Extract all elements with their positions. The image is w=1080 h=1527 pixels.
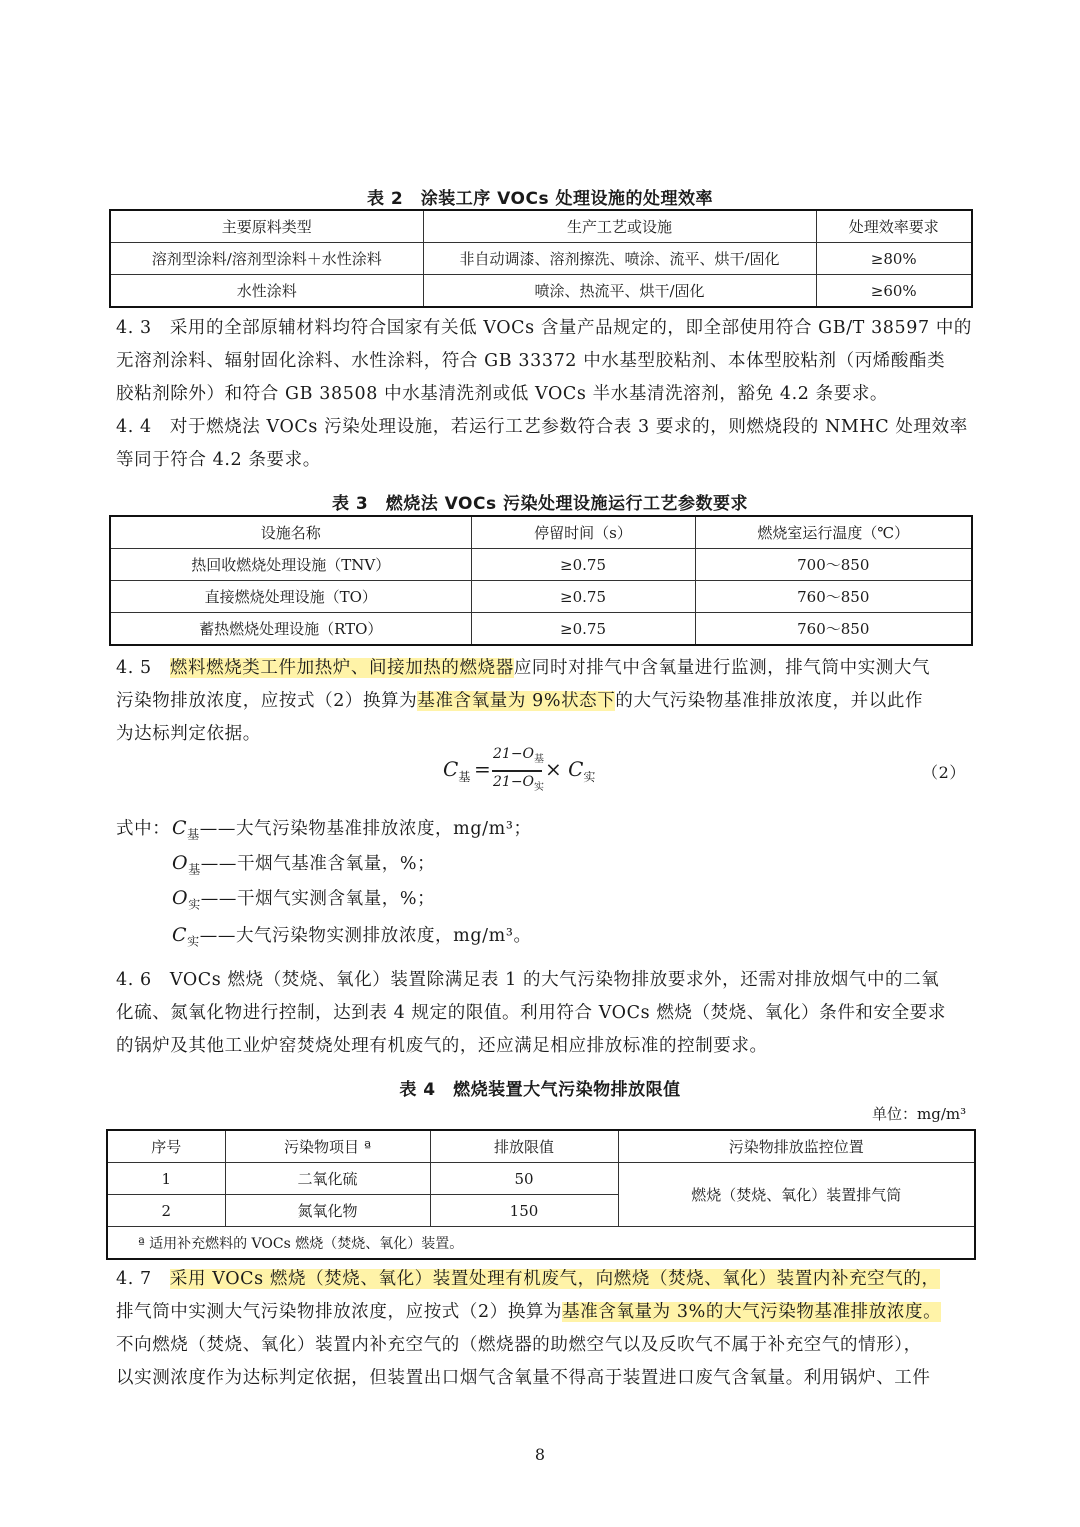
formula-number: （2） <box>922 763 966 782</box>
where-label: 式中： <box>116 819 171 839</box>
table-row <box>110 581 972 613</box>
p45-text2b: 的大气污染物基准排放浓度，并以此作 <box>615 691 924 711</box>
p45-line3: 为达标判定依据。 <box>116 724 261 744</box>
p43-line3: 胶粘剂除外）和符合 GB 38508 中水基清洗剂或低 VOCs 半水基清洗溶剂，豁免 4.2 条要求。 <box>116 384 889 404</box>
table2-caption: 表 2 涂装工序 VOCs 处理设施的处理效率 <box>367 189 713 209</box>
table2-header: 生产工艺或设施 <box>423 210 816 243</box>
table3-cell: 700～850 <box>695 549 972 581</box>
p46-line3: 的锅炉及其他工业炉窑焚烧处理有机废气的，还应满足相应排放标准的控制要求。 <box>116 1036 768 1056</box>
table4-cell: 150 <box>430 1195 618 1227</box>
p47-number: 4. 7 <box>116 1269 170 1289</box>
table3-cell: 热回收燃烧处理设施（TNV） <box>110 549 471 581</box>
p47-line4: 以实测浓度作为达标判定依据，但装置出口烟气含氧量不得高于装置进口废气含氧量。利用锅炉、工件 <box>116 1368 931 1388</box>
where-item-3: $O_实——$干烟气实测含氧量，%； <box>172 887 436 912</box>
p45-highlight1: 燃料燃烧类工件加热炉、间接加热的燃烧器 <box>169 658 514 678</box>
table4-cell: 2 <box>107 1195 225 1227</box>
p44-line1: 4. 4 对于燃烧法 VOCs 污染处理设施，若运行工艺参数符合表 3 要求的，则燃烧段的 NMHC 处理效率 <box>116 417 968 437</box>
p46-line1: 4. 6 VOCs 燃烧（焚烧、氧化）装置除满足表 1 的大气污染物排放要求外，还需对排放烟气中的二氧 <box>116 970 940 990</box>
table3-cell: ≥0.75 <box>471 549 695 581</box>
p47-line3: 不向燃烧（焚烧、氧化）装置内补充空气的（燃烧器的助燃空气以及反吹气不属于补充空气的情形）， <box>116 1335 922 1355</box>
table2-cell: ≥60% <box>816 275 972 308</box>
p47-text2a: 排气筒中实测大气污染物排放浓度，应按式（2）换算为 <box>116 1302 563 1322</box>
p47-line2 <box>116 1298 941 1323</box>
table4-header: 序号 <box>107 1130 225 1163</box>
p45-line1 <box>116 654 930 679</box>
table-row <box>110 549 972 581</box>
where-item-1: $C_基——$大气污染物基准排放浓度，mg/m³； <box>172 817 532 842</box>
table4-cell: 50 <box>430 1163 618 1195</box>
table4-cell: 二氧化硫 <box>225 1163 430 1195</box>
table3-header: 停留时间（s） <box>471 516 695 549</box>
table2-cell: ≥80% <box>816 243 972 275</box>
p46-line2: 化硫、氮氧化物进行控制，达到表 4 规定的限值。利用符合 VOCs 燃烧（焚烧、氧化）条件和安全要求 <box>116 1003 946 1023</box>
table2-header: 处理效率要求 <box>816 210 972 243</box>
table4-header: 排放限值 <box>430 1130 618 1163</box>
where-item-4: $C_实——$大气污染物实测排放浓度，mg/m³。 <box>172 924 532 949</box>
table2-cell: 喷涂、热流平、烘干/固化 <box>423 275 816 308</box>
table4-location: 燃烧（焚烧、氧化）装置排气筒 <box>618 1163 975 1227</box>
p45-number: 4. 5 <box>116 658 170 678</box>
table4-footnote: ª 适用补充燃料的 VOCs 燃烧（焚烧、氧化）装置。 <box>107 1227 975 1260</box>
table-row <box>110 613 972 646</box>
p47-highlight2: 基准含氧量为 3%的大气污染物基准排放浓度。 <box>562 1302 942 1322</box>
table3-header: 燃烧室运行温度（℃） <box>695 516 972 549</box>
table3-cell: ≥0.75 <box>471 581 695 613</box>
table2 <box>109 209 973 308</box>
formula-numerator: $21-O_基$ <box>493 746 545 765</box>
p45-text1: 应同时对排气中含氧量进行监测，排气筒中实测大气 <box>513 658 931 678</box>
table-row <box>110 275 972 308</box>
p45-line2 <box>116 687 923 712</box>
table2-cell: 水性涂料 <box>110 275 423 308</box>
p47-line1 <box>116 1265 940 1290</box>
table3-header: 设施名称 <box>110 516 471 549</box>
p45-text2a: 污染物排放浓度，应按式（2）换算为 <box>116 691 418 711</box>
p47-highlight1: 采用 VOCs 燃烧（焚烧、氧化）装置处理有机废气，向燃烧（焚烧、氧化）装置内补充空气的， <box>169 1269 940 1289</box>
formula-rhs: × $C_实$ <box>545 757 596 784</box>
formula-denominator: $21-O_实$ <box>493 774 545 793</box>
table3-cell: ≥0.75 <box>471 613 695 646</box>
table3-cell: 760～850 <box>695 581 972 613</box>
p45-highlight2: 基准含氧量为 9%状态下 <box>417 691 616 711</box>
table4-unit: 单位：mg/m³ <box>872 1105 967 1123</box>
table4-cell: 氮氧化物 <box>225 1195 430 1227</box>
p44-line2: 等同于符合 4.2 条要求。 <box>116 450 321 470</box>
table3 <box>109 515 973 646</box>
table2-header: 主要原料类型 <box>110 210 423 243</box>
table4-header: 污染物排放监控位置 <box>618 1130 975 1163</box>
table3-cell: 直接燃烧处理设施（TO） <box>110 581 471 613</box>
table4-header: 污染物项目 ª <box>225 1130 430 1163</box>
table4-cell: 1 <box>107 1163 225 1195</box>
table3-caption: 表 3 燃烧法 VOCs 污染处理设施运行工艺参数要求 <box>332 494 748 514</box>
formula-lhs: $C_基$ <box>443 757 471 784</box>
table-row <box>107 1163 975 1195</box>
table2-cell: 非自动调漆、溶剂擦洗、喷涂、流平、烘干/固化 <box>423 243 816 275</box>
formula-equals: = <box>474 757 491 781</box>
p43-line2: 无溶剂涂料、辐射固化涂料、水性涂料，符合 GB 33372 中水基型胶粘剂、本体型胶粘剂（丙烯酸酯类 <box>116 351 946 371</box>
p43-line1: 4. 3 采用的全部原辅材料均符合国家有关低 VOCs 含量产品规定的，即全部使用符合 GB/T 38597 中的 <box>116 318 973 338</box>
table3-cell: 蓄热燃烧处理设施（RTO） <box>110 613 471 646</box>
where-item-2: $O_基——$干烟气基准含氧量，%； <box>172 852 436 877</box>
table2-cell: 溶剂型涂料/溶剂型涂料＋水性涂料 <box>110 243 423 275</box>
page-number: 8 <box>534 1445 546 1464</box>
table3-cell: 760～850 <box>695 613 972 646</box>
table4-caption: 表 4 燃烧装置大气污染物排放限值 <box>399 1080 681 1100</box>
table-row <box>110 243 972 275</box>
fraction-bar <box>492 770 542 772</box>
table4 <box>106 1129 976 1260</box>
